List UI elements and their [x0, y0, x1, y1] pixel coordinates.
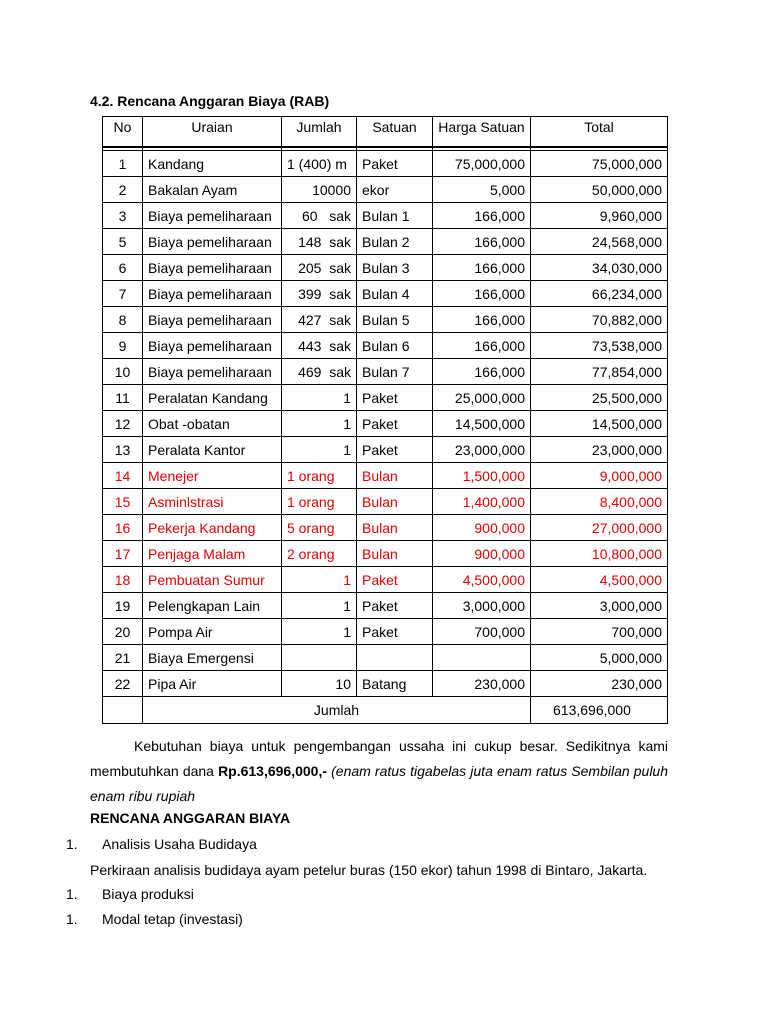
- cell-uraian: Penjaga Malam: [143, 541, 282, 567]
- cell-uraian: Peralatan Kandang: [143, 385, 282, 411]
- cell-total: 75,000,000: [531, 151, 668, 177]
- cell-jumlah: 148 sak: [282, 229, 357, 255]
- cell-uraian: Pekerja Kandang: [143, 515, 282, 541]
- cell-satuan: Bulan: [357, 463, 433, 489]
- cell-no: 1: [103, 151, 143, 177]
- list-item-text: Modal tetap (investasi): [102, 911, 243, 927]
- cell-harga-satuan: 166,000: [433, 281, 531, 307]
- table-row: [103, 515, 668, 541]
- cell-jumlah: 2 orang: [282, 541, 357, 567]
- cell-jumlah: 205 sak: [282, 255, 357, 281]
- cell-total: 27,000,000: [531, 515, 668, 541]
- cell-uraian: Bakalan Ayam: [143, 177, 282, 203]
- table-row: [103, 593, 668, 619]
- cell-uraian: Biaya Emergensi: [143, 645, 282, 671]
- table-row: [103, 411, 668, 437]
- cell-jumlah: 5 orang: [282, 515, 357, 541]
- list-item: [66, 836, 78, 852]
- cell-total: 10,800,000: [531, 541, 668, 567]
- cell-total: 25,500,000: [531, 385, 668, 411]
- list-number: 1.: [66, 911, 78, 927]
- cell-no: 17: [103, 541, 143, 567]
- cell-satuan: Bulan 4: [357, 281, 433, 307]
- table-row: [103, 177, 668, 203]
- cell-harga-satuan: 230,000: [433, 671, 531, 697]
- cell-no: 9: [103, 333, 143, 359]
- cell-jumlah: 1: [282, 593, 357, 619]
- cell-uraian: Biaya pemeliharaan: [143, 307, 282, 333]
- table-row: [103, 437, 668, 463]
- cell-uraian: Kandang: [143, 151, 282, 177]
- table-row: [103, 281, 668, 307]
- cell-satuan: Paket: [357, 151, 433, 177]
- cell-harga-satuan: 166,000: [433, 333, 531, 359]
- cell-uraian: Asminlstrasi: [143, 489, 282, 515]
- cell-harga-satuan: 166,000: [433, 203, 531, 229]
- cell-total: 4,500,000: [531, 567, 668, 593]
- cell-jumlah: 1: [282, 437, 357, 463]
- cell-no: 14: [103, 463, 143, 489]
- cell-jumlah: 10000: [282, 177, 357, 203]
- table-row: [103, 489, 668, 515]
- cell-total: 700,000: [531, 619, 668, 645]
- cell-total: 73,538,000: [531, 333, 668, 359]
- cell-satuan: Paket: [357, 619, 433, 645]
- cell-satuan: Bulan 3: [357, 255, 433, 281]
- cell-uraian: Pembuatan Sumur: [143, 567, 282, 593]
- cell-uraian: Pelengkapan Lain: [143, 593, 282, 619]
- col-header-jumlah: Jumlah: [282, 117, 357, 148]
- cell-no: 16: [103, 515, 143, 541]
- cell-jumlah: 1 (400) m: [282, 151, 357, 177]
- cell-no: 21: [103, 645, 143, 671]
- cell-no: 13: [103, 437, 143, 463]
- cell-harga-satuan: 700,000: [433, 619, 531, 645]
- cell-no: 18: [103, 567, 143, 593]
- cell-jumlah: 427 sak: [282, 307, 357, 333]
- cell-satuan: Bulan: [357, 489, 433, 515]
- cell-satuan: Batang: [357, 671, 433, 697]
- cell-no: 6: [103, 255, 143, 281]
- paragraph-text: Kebutuhan biaya untuk pengembangan ussaha ini cukup besar. Sedikitnya kami membutuhkan dana: [90, 738, 668, 779]
- list-number: 1.: [66, 836, 78, 852]
- table-row: [103, 385, 668, 411]
- table-header-row: [103, 117, 668, 148]
- cell-total: 230,000: [531, 671, 668, 697]
- table-row: [103, 463, 668, 489]
- cell-jumlah: 1 orang: [282, 489, 357, 515]
- cell-jumlah: 1: [282, 411, 357, 437]
- cell-jumlah: 469 sak: [282, 359, 357, 385]
- budget-paragraph: [90, 734, 668, 809]
- cell-harga-satuan: [433, 645, 531, 671]
- cell-no: 22: [103, 671, 143, 697]
- cell-harga-satuan: 166,000: [433, 229, 531, 255]
- cell-no: 19: [103, 593, 143, 619]
- cell-harga-satuan: 14,500,000: [433, 411, 531, 437]
- cell-no: 7: [103, 281, 143, 307]
- table-row: [103, 619, 668, 645]
- cell-satuan: Bulan 7: [357, 359, 433, 385]
- list-item: [66, 911, 78, 927]
- cell-total: 34,030,000: [531, 255, 668, 281]
- cell-no: 2: [103, 177, 143, 203]
- list-item: [66, 886, 78, 902]
- cell-no: 10: [103, 359, 143, 385]
- cell-total: 3,000,000: [531, 593, 668, 619]
- col-header-satuan: Satuan: [357, 117, 433, 148]
- cell-harga-satuan: 166,000: [433, 307, 531, 333]
- total-label: Jumlah: [143, 697, 531, 724]
- table-row: [103, 541, 668, 567]
- cell-satuan: Bulan 2: [357, 229, 433, 255]
- cell-uraian: Peralata Kantor: [143, 437, 282, 463]
- cell-harga-satuan: 1,400,000: [433, 489, 531, 515]
- cell-total: 8,400,000: [531, 489, 668, 515]
- cell-jumlah: 1 orang: [282, 463, 357, 489]
- cell-no: 12: [103, 411, 143, 437]
- cell-satuan: Bulan 6: [357, 333, 433, 359]
- cell-uraian: Biaya pemeliharaan: [143, 255, 282, 281]
- paragraph-amount: Rp.613,696,000,-: [218, 763, 328, 779]
- cell-no: 15: [103, 489, 143, 515]
- cell-jumlah: [282, 645, 357, 671]
- table-total-row: [103, 697, 668, 724]
- cell-total: 23,000,000: [531, 437, 668, 463]
- table-row: [103, 645, 668, 671]
- cell-uraian: Pompa Air: [143, 619, 282, 645]
- cell-total: 9,960,000: [531, 203, 668, 229]
- cell-satuan: Bulan 1: [357, 203, 433, 229]
- cell-total: 9,000,000: [531, 463, 668, 489]
- cell-satuan: Bulan 5: [357, 307, 433, 333]
- cell-satuan: Paket: [357, 567, 433, 593]
- list-item-text: Analisis Usaha Budidaya: [102, 836, 257, 852]
- cell-harga-satuan: 25,000,000: [433, 385, 531, 411]
- section-title: RENCANA ANGGARAN BIAYA: [90, 810, 291, 826]
- cell-total: 70,882,000: [531, 307, 668, 333]
- cell-harga-satuan: 1,500,000: [433, 463, 531, 489]
- rab-table: [102, 116, 668, 724]
- cell-no: 11: [103, 385, 143, 411]
- list-item-text: Perkiraan analisis budidaya ayam petelur buras (150 ekor) tahun 1998 di Bintaro, Jakarta.: [90, 862, 648, 878]
- col-header-total: Total: [531, 117, 668, 148]
- list-number: 1.: [66, 886, 78, 902]
- cell-no: 8: [103, 307, 143, 333]
- cell-total: 14,500,000: [531, 411, 668, 437]
- cell-total: 24,568,000: [531, 229, 668, 255]
- cell-jumlah: 1: [282, 619, 357, 645]
- cell-harga-satuan: 166,000: [433, 359, 531, 385]
- cell-harga-satuan: 4,500,000: [433, 567, 531, 593]
- cell-jumlah: 399 sak: [282, 281, 357, 307]
- cell-uraian: Biaya pemeliharaan: [143, 281, 282, 307]
- cell-total: 50,000,000: [531, 177, 668, 203]
- cell-uraian: Pipa Air: [143, 671, 282, 697]
- cell-satuan: Bulan: [357, 541, 433, 567]
- cell-uraian: Biaya pemeliharaan: [143, 203, 282, 229]
- cell-uraian: Menejer: [143, 463, 282, 489]
- cell-satuan: Bulan: [357, 515, 433, 541]
- cell-satuan: Paket: [357, 437, 433, 463]
- cell-uraian: Biaya pemeliharaan: [143, 359, 282, 385]
- cell-satuan: ekor: [357, 177, 433, 203]
- cell-harga-satuan: 75,000,000: [433, 151, 531, 177]
- col-header-harga-satuan: Harga Satuan: [433, 117, 531, 148]
- total-empty-cell: [103, 697, 143, 724]
- cell-jumlah: 10: [282, 671, 357, 697]
- cell-no: 5: [103, 229, 143, 255]
- cell-uraian: Obat -obatan: [143, 411, 282, 437]
- cell-jumlah: 443 sak: [282, 333, 357, 359]
- total-value: 613,696,000: [531, 697, 668, 724]
- cell-harga-satuan: 900,000: [433, 515, 531, 541]
- cell-satuan: Paket: [357, 385, 433, 411]
- cell-satuan: Paket: [357, 411, 433, 437]
- table-row: [103, 567, 668, 593]
- col-header-uraian: Uraian: [143, 117, 282, 148]
- cell-jumlah: 1: [282, 567, 357, 593]
- cell-harga-satuan: 3,000,000: [433, 593, 531, 619]
- cell-jumlah: 1: [282, 385, 357, 411]
- cell-uraian: Biaya pemeliharaan: [143, 333, 282, 359]
- table-row: [103, 203, 668, 229]
- table-row: [103, 229, 668, 255]
- table-row: [103, 307, 668, 333]
- cell-total: 5,000,000: [531, 645, 668, 671]
- cell-no: 20: [103, 619, 143, 645]
- table-row: [103, 333, 668, 359]
- cell-uraian: Biaya pemeliharaan: [143, 229, 282, 255]
- table-body: [103, 151, 668, 697]
- cell-total: 77,854,000: [531, 359, 668, 385]
- table-row: [103, 671, 668, 697]
- cell-harga-satuan: 23,000,000: [433, 437, 531, 463]
- cell-no: 3: [103, 203, 143, 229]
- cell-harga-satuan: 166,000: [433, 255, 531, 281]
- col-header-no: No: [103, 117, 143, 148]
- table-row: [103, 255, 668, 281]
- table-row: [103, 359, 668, 385]
- table-row: [103, 151, 668, 177]
- paragraph-amount-words: (enam ratus tigabelas juta enam ratus Sembilan puluh enam ribu rupiah: [90, 763, 669, 804]
- list-item-text: Biaya produksi: [102, 886, 194, 902]
- cell-harga-satuan: 900,000: [433, 541, 531, 567]
- cell-satuan: Paket: [357, 593, 433, 619]
- cell-total: 66,234,000: [531, 281, 668, 307]
- cell-satuan: [357, 645, 433, 671]
- cell-jumlah: 60 sak: [282, 203, 357, 229]
- section-heading: 4.2. Rencana Anggaran Biaya (RAB): [90, 93, 330, 109]
- cell-harga-satuan: 5,000: [433, 177, 531, 203]
